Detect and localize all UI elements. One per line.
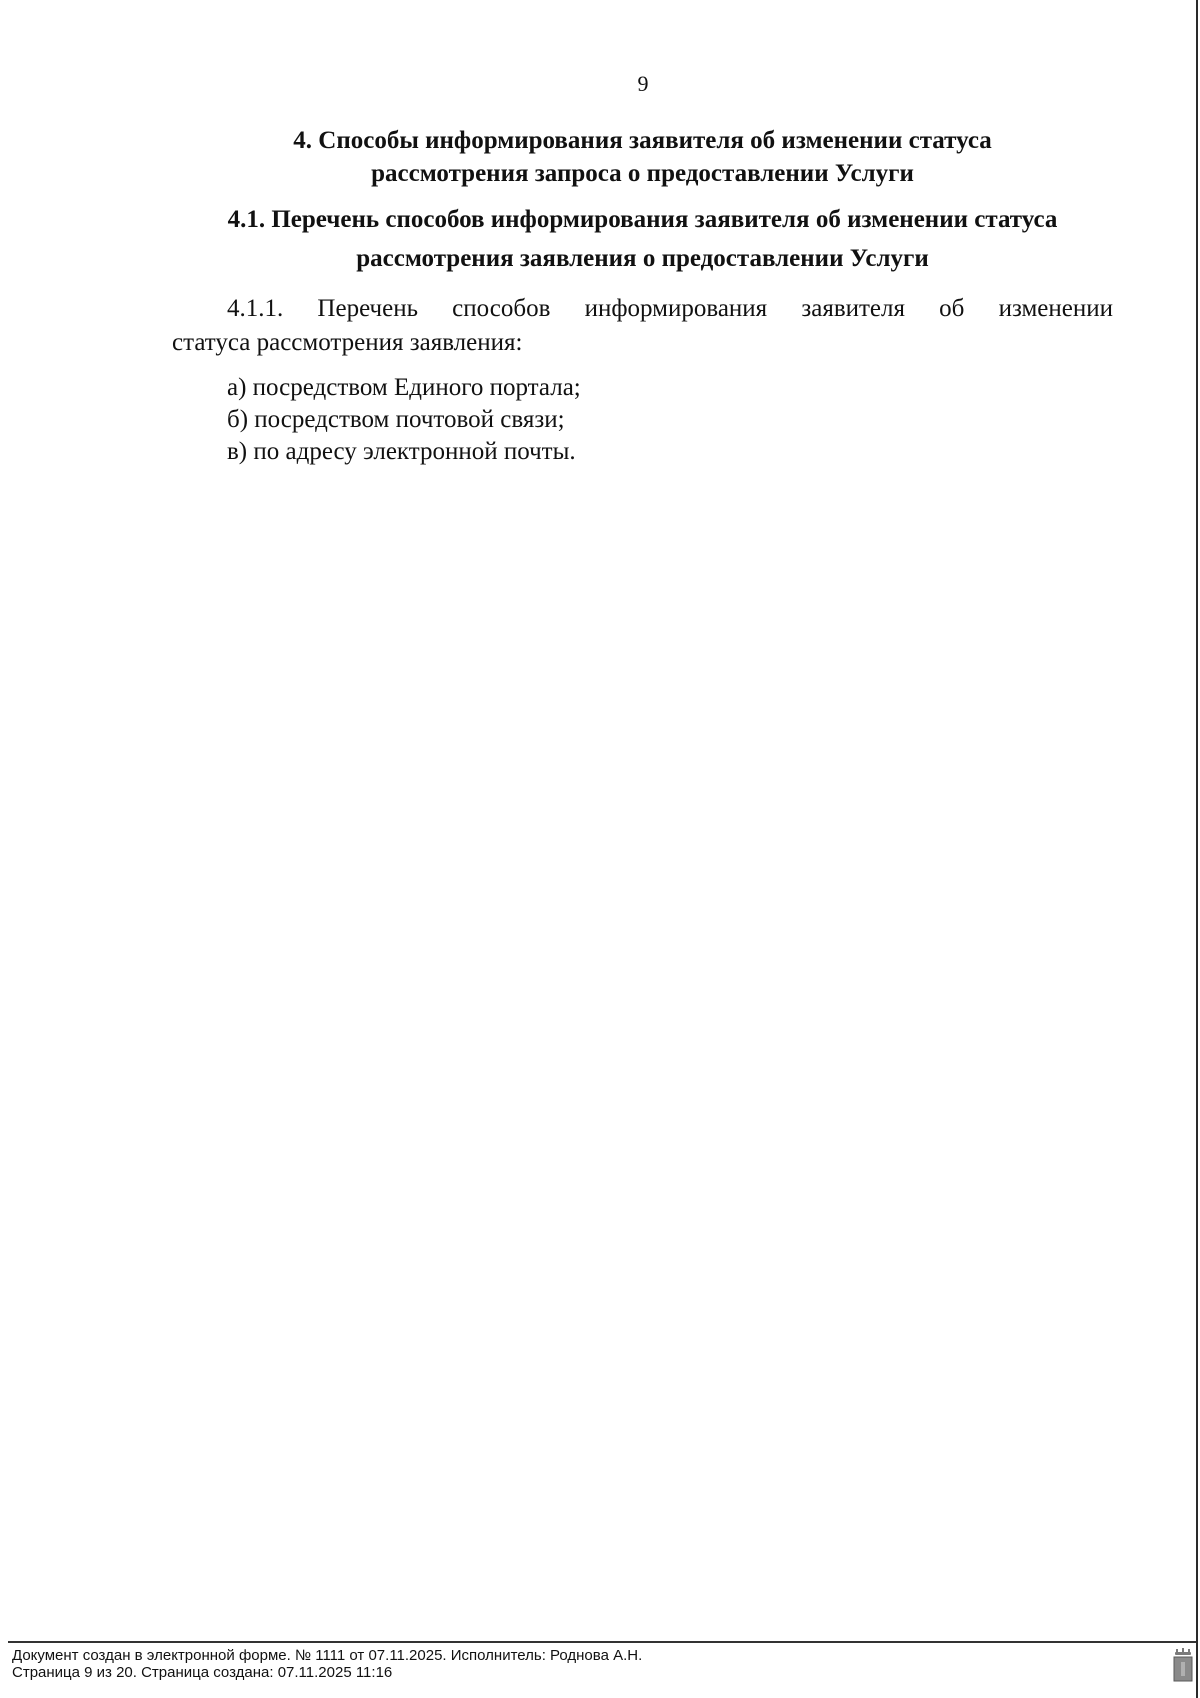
document-body xyxy=(172,124,1113,468)
list-item: а) посредством Единого портала; xyxy=(227,374,581,401)
subsection-heading xyxy=(172,200,1113,278)
methods-list xyxy=(172,372,1113,468)
section-heading xyxy=(172,124,1113,190)
page-right-edge xyxy=(1196,0,1198,1698)
section-heading-line-1: 4. Способы информирования заявителя об изменении статуса xyxy=(293,127,992,154)
paragraph-continuation: статуса рассмотрения заявления: xyxy=(172,329,523,356)
footer-divider xyxy=(8,1641,1196,1643)
page-number: 9 xyxy=(637,71,649,96)
list-item: б) посредством почтовой связи; xyxy=(227,406,565,433)
footer-page-info: Страница 9 из 20. Страница создана: 07.11.2025 11:16 xyxy=(12,1664,393,1681)
paragraph-4-1-1 xyxy=(172,292,1113,360)
paragraph-first-line: 4.1.1. Перечень способов информирования заявителя об изменении xyxy=(227,295,1113,322)
footer-document-info: Документ создан в электронной форме. № 1111 от 07.11.2025. Исполнитель: Роднова А.Н. xyxy=(12,1647,643,1664)
list-item: в) по адресу электронной почты. xyxy=(227,438,576,465)
section-heading-line-2: рассмотрения запроса о предоставлении Услуги xyxy=(371,160,914,187)
subsection-heading-line-1: 4.1. Перечень способов информирования заявителя об изменении статуса xyxy=(227,206,1058,233)
footer xyxy=(12,1647,642,1681)
subsection-heading-line-2: рассмотрения заявления о предоставлении Услуги xyxy=(356,245,929,272)
coat-of-arms-icon xyxy=(1172,1648,1194,1682)
